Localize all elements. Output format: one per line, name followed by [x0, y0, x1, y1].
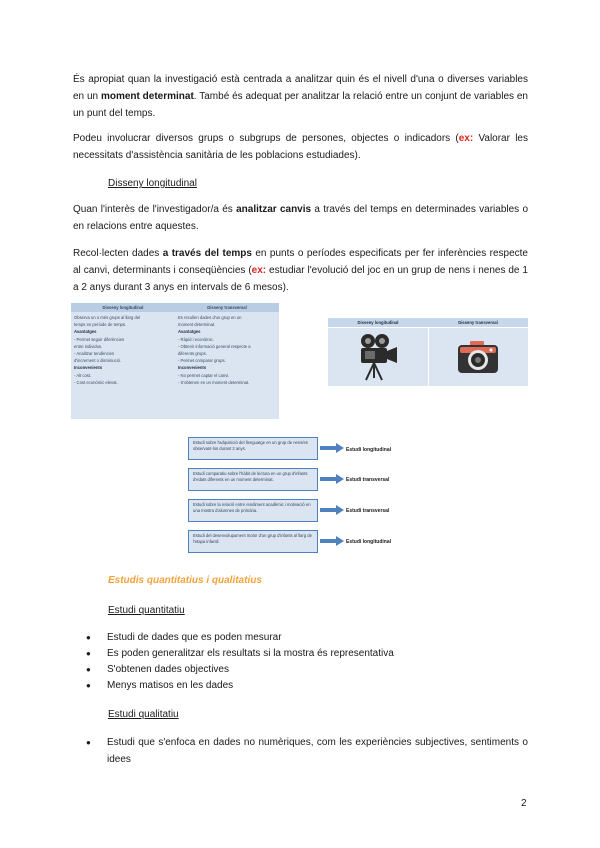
table-header-cell: Disseny transversal [458, 320, 498, 325]
table-line: Es recullen dades d'un grup en un [178, 315, 242, 320]
example-box: Estudi comparatiu sobre l'hàbit de lectura en un grup d'infants d'edats diferents en un moment determinat. [188, 468, 318, 491]
table-line: diferents grups. [178, 351, 207, 357]
example-marker: ex: [251, 265, 267, 276]
bold-text: moment determinat [100, 91, 194, 102]
text: a través del temps en determinades variables o en relacions entre aquestes. [73, 204, 529, 232]
table-line: moment determinat. [178, 322, 216, 328]
arrow-right-icon [320, 443, 344, 453]
qualitative-list [86, 734, 528, 768]
table-header [328, 318, 528, 327]
text: Quan l'interès de l'investigador/a és [73, 204, 237, 215]
table-line: d'increment o disminució. [74, 358, 122, 364]
table-cell [328, 327, 428, 386]
arrow-right-icon [320, 474, 344, 484]
list-item: ● Estudi de dades que es poden mesurar [86, 630, 528, 646]
table-line: Inconvenients [178, 365, 207, 371]
comparison-table-image [71, 303, 279, 419]
example-label: Estudi longitudinal [346, 539, 391, 545]
arrow-right-icon [320, 536, 344, 546]
text: estudiar l'evolució del joc en un grup de nens i nenes de 1 a 2 anys durant 3 anys en intervals de 6 mesos). [73, 265, 528, 293]
table-header-cell: Disseny transversal [207, 305, 247, 310]
quantitative-list [86, 630, 528, 694]
arrow-right-icon [320, 505, 344, 515]
text: Recol·lecten dades [73, 248, 163, 259]
text: És apropiat quan la investigació està centrada a analitzar quin és el nivell d'una o diverses variables en un [73, 74, 528, 102]
list-item: ● Es poden generalitzar els resultats si la mostra és representativa [86, 646, 528, 662]
list-item: ● Estudi que s'enfoca en dades no numèriques, com les experiències subjectives, sentiments o idees [86, 734, 528, 768]
text: Valorar les necessitats d'assistència sanitària de les poblacions estudiades). [73, 133, 528, 161]
list-item: ● Menys matisos en les dades [86, 678, 528, 694]
table-line: - S'obtenen en un moment determinat. [178, 379, 250, 385]
table-line: - Obtenir informació general respecte a [178, 343, 251, 349]
example-box: Estudi sobre la relació entre rendiment acadèmic i motivació en una mostra d'alumnes de primària. [188, 499, 318, 522]
video-camera-icon [356, 332, 400, 382]
table-line: - Analitzar tendències [74, 351, 115, 357]
example-box: Estudi sobre l'adquisició del llenguatge en un grup de nens/es observant-los durant 2 anys. [188, 437, 318, 460]
table-line: - Alt cost. [74, 372, 92, 378]
heading-quantitative: Estudi quantitatiu [108, 605, 185, 616]
table-line: - Ràpid i econòmic. [178, 336, 214, 342]
text: en punts o períodes especificats per fer inferències respecte al canvi, determinants i conseqüències ( [73, 248, 528, 276]
table-line: - Permet seguir diferències [74, 336, 125, 342]
table-line: - No permet captar el canvi. [178, 372, 230, 378]
table-header [71, 303, 279, 312]
table-line: entre individus. [74, 343, 103, 349]
table-cell [428, 327, 529, 386]
camera-analogy-table [328, 318, 528, 386]
paragraph-longitudinal-data [73, 245, 528, 296]
heading-longitudinal: Disseny longitudinal [108, 178, 197, 189]
bold-text: a través del temps [162, 248, 252, 259]
table-line: Observa un o més grups al llarg del [74, 315, 141, 320]
page-number: 2 [521, 798, 527, 809]
text: . També és adequat per analitzar la relació entre un conjunt de variables en un punt del temps. [73, 91, 528, 119]
example-label: Estudi transversal [346, 477, 390, 483]
example-marker: ex: [458, 133, 474, 144]
example-label: Estudi longitudinal [346, 447, 391, 453]
example-box: Estudi del desenvolupament motor d'un grup d'infants al llarg de l'etapa infantil. [188, 530, 318, 553]
example-label: Estudi transversal [346, 508, 390, 514]
table-line: - Permet comparar grups. [178, 358, 226, 364]
paragraph-groups [73, 130, 528, 164]
table-column-right [175, 312, 279, 388]
table-line: Avantatges [178, 329, 201, 335]
table-line: Avantatges [74, 329, 97, 335]
table-header-cell: Disseny longitudinal [102, 305, 144, 310]
section-heading: Estudis quantitatius i qualitatius [108, 575, 262, 586]
paragraph-cross-sectional-intro [73, 71, 528, 122]
table-line: Inconvenients [74, 365, 103, 371]
table-line: - Cost econòmic elevat. [74, 379, 118, 385]
table-column-left [71, 312, 175, 388]
list-item: ● S'obtenen dades objectives [86, 662, 528, 678]
paragraph-longitudinal-def [73, 201, 528, 235]
table-header-cell: Disseny longitudinal [357, 320, 399, 325]
heading-qualitative: Estudi qualitatiu [108, 709, 179, 720]
text: Podeu involucrar diversos grups o subgrups de persones, objectes o indicadors ( [73, 133, 459, 144]
bold-text: analitzar canvis [236, 204, 312, 215]
photo-camera-icon [456, 339, 500, 375]
table-line: temps en període de temps. [74, 322, 127, 328]
